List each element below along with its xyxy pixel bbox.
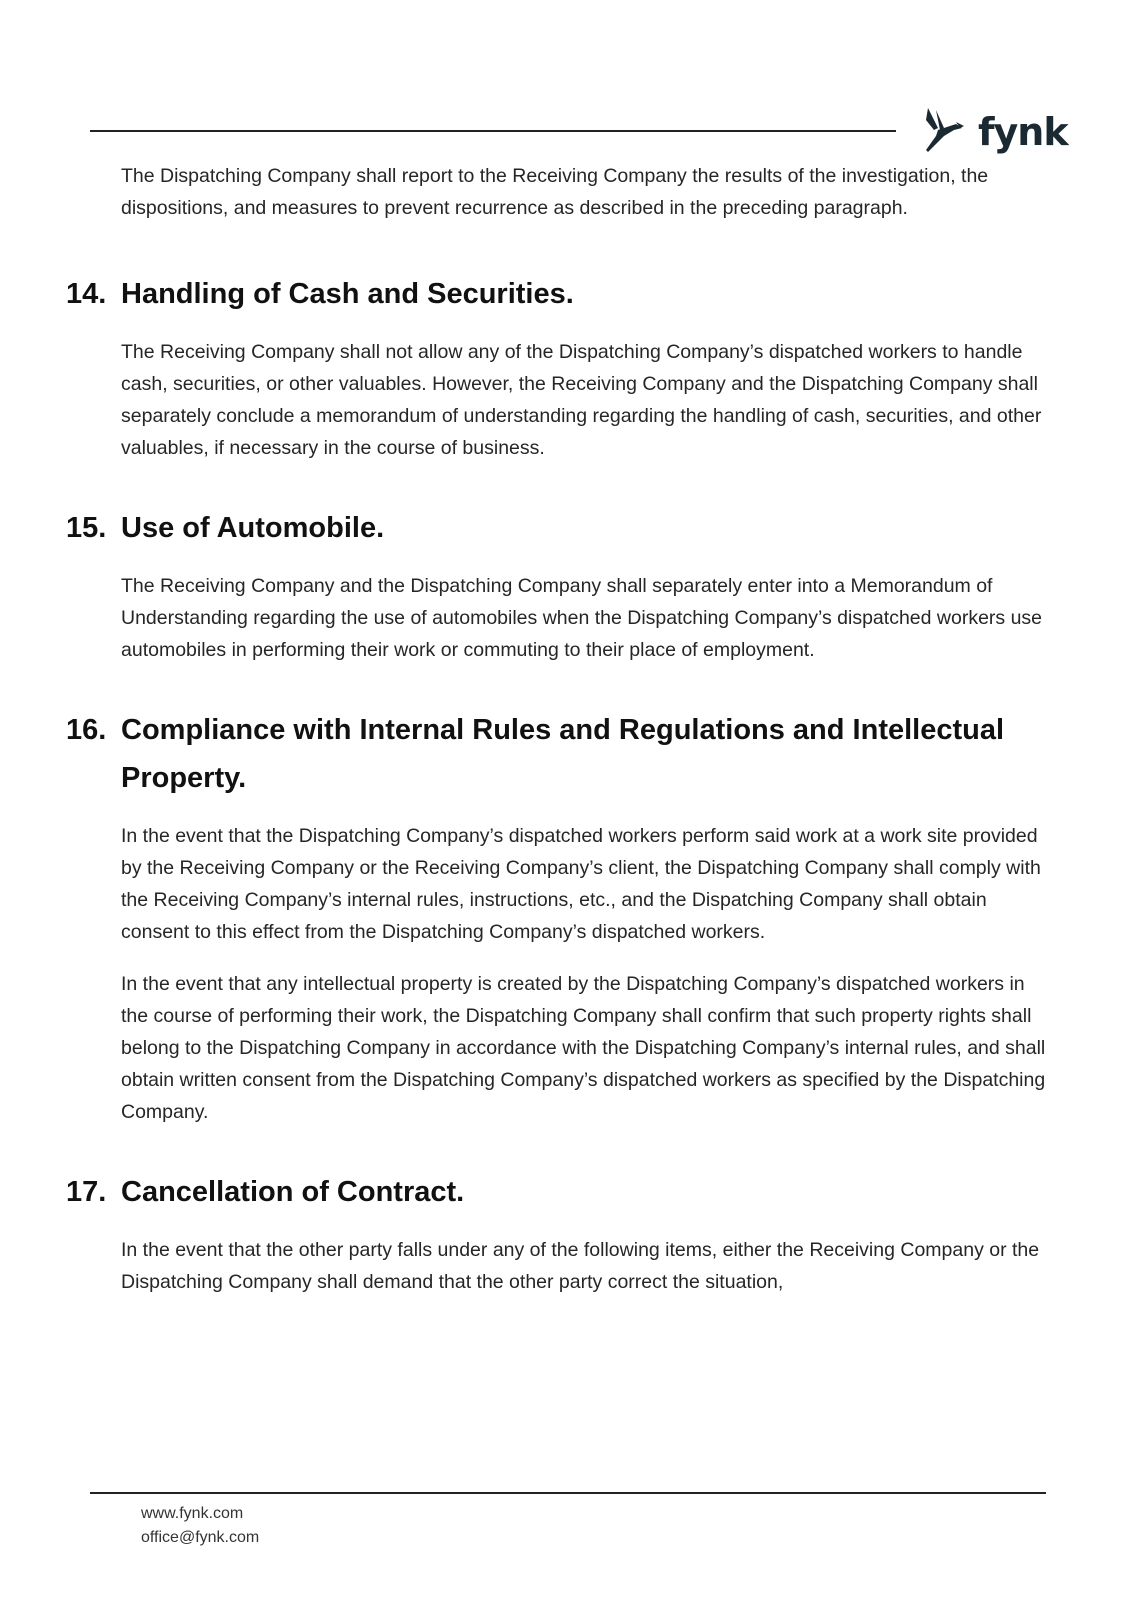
footer-divider — [90, 1492, 1046, 1494]
section-paragraph: The Receiving Company shall not allow any of the Dispatching Company’s dispatched workers to handle cash, securities, or other valuables. However, the Receiving Company and the Dispatching Company shall separately conclude a memorandum of understanding regarding the handling of cash, securities, and other valuables, if necessary in the course of business. — [121, 341, 1042, 459]
section-title: Cancellation of Contract. — [121, 1176, 465, 1208]
footer-email-link[interactable]: office@fynk.com — [141, 1529, 260, 1546]
section-heading-15 — [66, 504, 1056, 552]
section-paragraph: In the event that any intellectual property is created by the Dispatching Company’s dispatched workers in the course of performing their work, the Dispatching Company shall confirm that such property rights shall belong to the Dispatching Company in accordance with the Dispatching Company’s internal rules, and shall obtain written consent from the Dispatching Company’s dispatched workers as specified by the Dispatching Company. — [121, 973, 1046, 1123]
brand-name: fynk — [978, 110, 1068, 154]
section-number: 17. — [66, 1176, 107, 1208]
section-number: 16. — [66, 714, 107, 746]
bird-logo-icon — [922, 106, 972, 158]
section-title: Use of Automobile. — [121, 512, 385, 544]
footer — [141, 1502, 259, 1550]
document-body — [66, 160, 1056, 1298]
section-paragraph: In the event that the Dispatching Company’s dispatched workers perform said work at a work site provided by the Receiving Company or the Receiving Company’s client, the Dispatching Company shall comply with the Receiving Company’s internal rules, instructions, etc., and the Dispatching Company shall obtain consent to this effect from the Dispatching Company’s dispatched workers. — [121, 825, 1041, 943]
fynk-logo — [922, 106, 1068, 158]
section-title: Handling of Cash and Securities. — [121, 278, 574, 310]
section-heading-14 — [66, 270, 1056, 318]
intro-paragraph: The Dispatching Company shall report to the Receiving Company the results of the investigation, the dispositions, and measures to prevent recurrence as described in the preceding paragraph. — [121, 165, 989, 219]
section-paragraph: In the event that the other party falls under any of the following items, either the Receiving Company or the Dispatching Company shall demand that the other party correct the situation, — [121, 1239, 1040, 1293]
section-paragraph: The Receiving Company and the Dispatching Company shall separately enter into a Memorandum of Understanding regarding the use of automobiles when the Dispatching Company’s dispatched workers use automobiles in performing their work or commuting to their place of employment. — [121, 575, 1043, 661]
footer-website-link[interactable]: www.fynk.com — [141, 1505, 244, 1522]
header-divider — [90, 130, 896, 132]
section-number: 14. — [66, 278, 107, 310]
section-title: Compliance with Internal Rules and Regulations and Intellectual Property. — [121, 714, 1005, 794]
section-heading-16 — [66, 706, 1056, 802]
section-number: 15. — [66, 512, 107, 544]
section-heading-17 — [66, 1168, 1056, 1216]
